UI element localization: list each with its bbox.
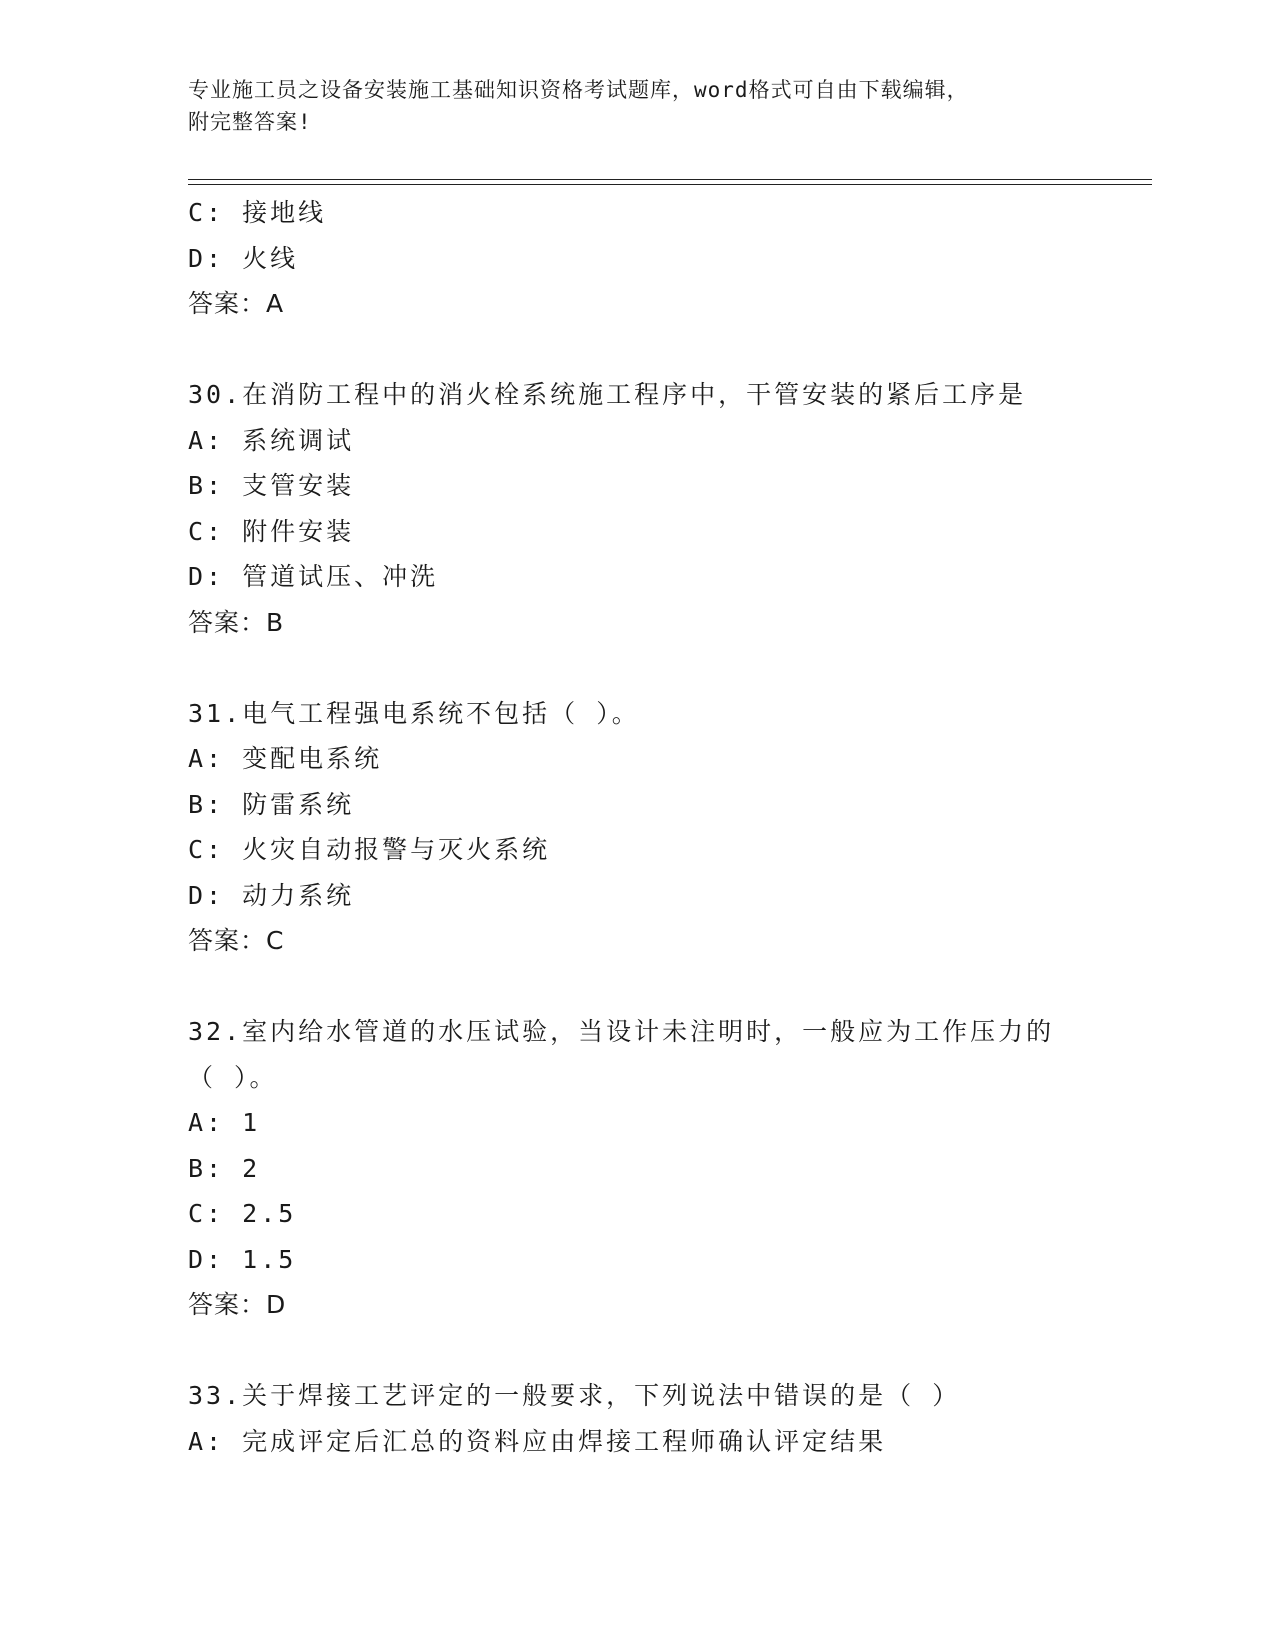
option-line [188,736,1152,782]
option-text: 火线 [242,243,299,273]
question-31 [188,691,1152,1010]
spacer [188,964,1152,1010]
option-line [188,190,1152,236]
option-text: 1.5 [242,1244,297,1274]
option-key: C: [188,835,225,864]
option-text: 管道试压、冲洗 [242,562,439,591]
answer-line: 答案：D [188,1290,287,1319]
option-text: 2.5 [242,1199,297,1228]
option-line [188,1191,1152,1237]
option-text: 动力系统 [242,880,355,910]
option-text: 2 [242,1153,261,1183]
option-line [188,1419,1152,1465]
question-stem [188,1373,1152,1419]
question-29-continuation [188,190,1152,372]
option-text: 火灾自动报警与灭火系统 [242,835,551,864]
question-32 [188,1009,1152,1373]
spacer [188,1328,1152,1374]
option-line [188,463,1152,509]
option-text: 完成评定后汇总的资料应由焊接工程师确认评定结果 [242,1426,887,1456]
question-number: 30. [188,380,243,409]
option-key: C: [188,198,225,227]
answer-line: 答案：A [188,289,285,318]
question-33 [188,1373,1152,1464]
spacer [188,645,1152,691]
question-stem [188,691,1152,737]
option-key: D: [188,562,225,591]
question-number: 33. [188,1381,243,1410]
option-text: 支管安装 [242,471,355,500]
document-header [188,74,1088,138]
option-key: A: [188,1108,225,1137]
option-key: C: [188,1199,225,1228]
option-text: 防雷系统 [242,789,355,819]
header-line-1: 专业施工员之设备安装施工基础知识资格考试题库，word格式可自由下载编辑， [188,78,969,102]
option-line [188,1100,1152,1146]
answer-line: 答案：C [188,926,285,955]
header-line-2: 附完整答案! [188,110,312,134]
header-divider-bottom [188,184,1152,185]
question-30 [188,372,1152,691]
question-text: 在消防工程中的消火栓系统施工程序中，干管安装的紧后工序是 [242,380,1027,409]
option-line [188,236,1152,282]
option-line [188,509,1152,555]
document-body [188,190,1152,1464]
question-number: 32. [188,1017,243,1046]
option-key: B: [188,789,225,819]
question-stem [188,372,1152,418]
option-key: A: [188,425,225,455]
header-divider-top [188,179,1152,180]
option-text: 系统调试 [242,425,355,455]
option-line [188,873,1152,919]
question-text: 室内给水管道的水压试验，当设计未注明时，一般应为工作压力的 [242,1017,1055,1046]
option-key: B: [188,471,225,500]
option-text: 接地线 [242,198,327,227]
option-key: A: [188,1426,225,1456]
option-key: D: [188,1244,225,1274]
option-line [188,782,1152,828]
option-line [188,827,1152,873]
option-text: 附件安装 [242,516,355,546]
question-text: 关于焊接工艺评定的一般要求，下列说法中错误的是（ ） [242,1381,961,1410]
question-number: 31. [188,698,243,728]
option-line [188,1146,1152,1192]
option-key: D: [188,243,225,273]
spacer [188,327,1152,373]
option-key: C: [188,516,225,546]
option-key: B: [188,1153,225,1183]
option-key: D: [188,880,225,910]
option-line [188,554,1152,600]
option-line [188,1237,1152,1283]
question-stem [188,1009,1152,1055]
option-key: A: [188,744,225,773]
option-line [188,418,1152,464]
option-text: 变配电系统 [242,744,383,773]
question-stem-continuation: （ ）。 [188,1062,278,1092]
question-text: 电气工程强电系统不包括（ ）。 [242,698,640,728]
option-text: 1 [242,1108,261,1137]
answer-line: 答案：B [188,607,285,637]
